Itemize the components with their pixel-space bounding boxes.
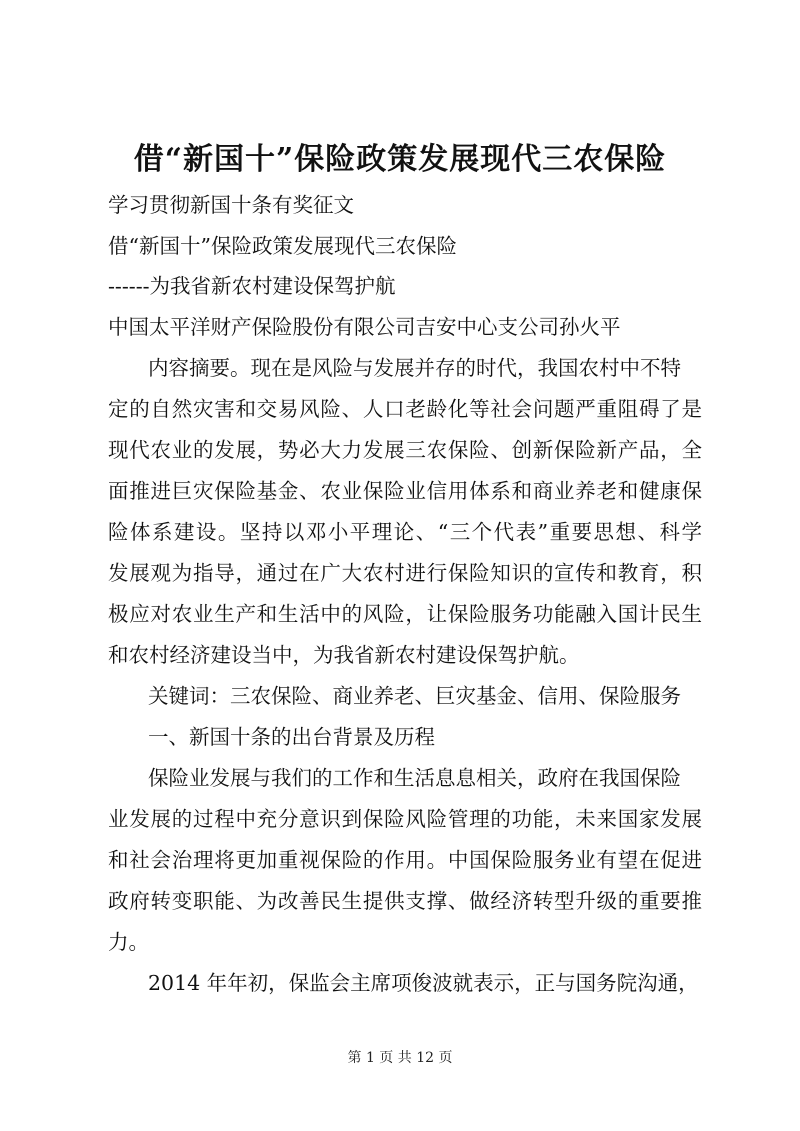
abstract-line: 内容摘要。现在是风险与发展并存的时代，我国农村中不特 (148, 356, 681, 380)
paragraph-line: 2014 年年初，保监会主席项俊波就表示，正与国务院沟通， (148, 971, 699, 995)
abstract-line: 现代农业的发展，势必大力发展三农保险、创新保险新产品，全 (108, 438, 702, 462)
document-title: 借“新国十”保险政策发展现代三农保险 (133, 142, 667, 177)
keywords-line: 关键词：三农保险、商业养老、巨灾基金、信用、保险服务 (148, 684, 681, 708)
section-heading: 一、新国十条的出台背景及历程 (148, 725, 435, 749)
paragraph-line: 和社会治理将更加重视保险的作用。中国保险服务业有望在促进 (108, 848, 702, 872)
abstract-line: 极应对农业生产和生活中的风险，让保险服务功能融入国计民生 (108, 602, 702, 626)
abstract-line: 定的自然灾害和交易风险、人口老龄化等社会问题严重阻碍了是 (108, 397, 702, 421)
intro-line: ------为我省新农村建设保驾护航 (108, 274, 396, 298)
paragraph-line: 力。 (108, 930, 149, 954)
page-footer: 第 1 页 共 12 页 (347, 1050, 453, 1066)
paragraph-line: 政府转变职能、为改善民生提供支撑、做经济转型升级的重要推 (108, 889, 702, 913)
paragraph-line: 业发展的过程中充分意识到保险风险管理的功能，未来国家发展 (108, 807, 702, 831)
intro-line: 借“新国十”保险政策发展现代三农保险 (108, 234, 457, 258)
abstract-line: 面推进巨灾保险基金、农业保险业信用体系和商业养老和健康保 (108, 479, 702, 503)
author-line: 中国太平洋财产保险股份有限公司吉安中心支公司孙火平 (108, 315, 621, 339)
abstract-line: 险体系建设。坚持以邓小平理论、“三个代表”重要思想、科学 (108, 520, 702, 544)
abstract-line: 发展观为指导，通过在广大农村进行保险知识的宣传和教育，积 (108, 561, 702, 585)
abstract-line: 和农村经济建设当中，为我省新农村建设保驾护航。 (108, 643, 580, 667)
paragraph-line: 保险业发展与我们的工作和生活息息相关，政府在我国保险 (148, 766, 681, 790)
intro-line: 学习贯彻新国十条有奖征文 (108, 193, 354, 217)
